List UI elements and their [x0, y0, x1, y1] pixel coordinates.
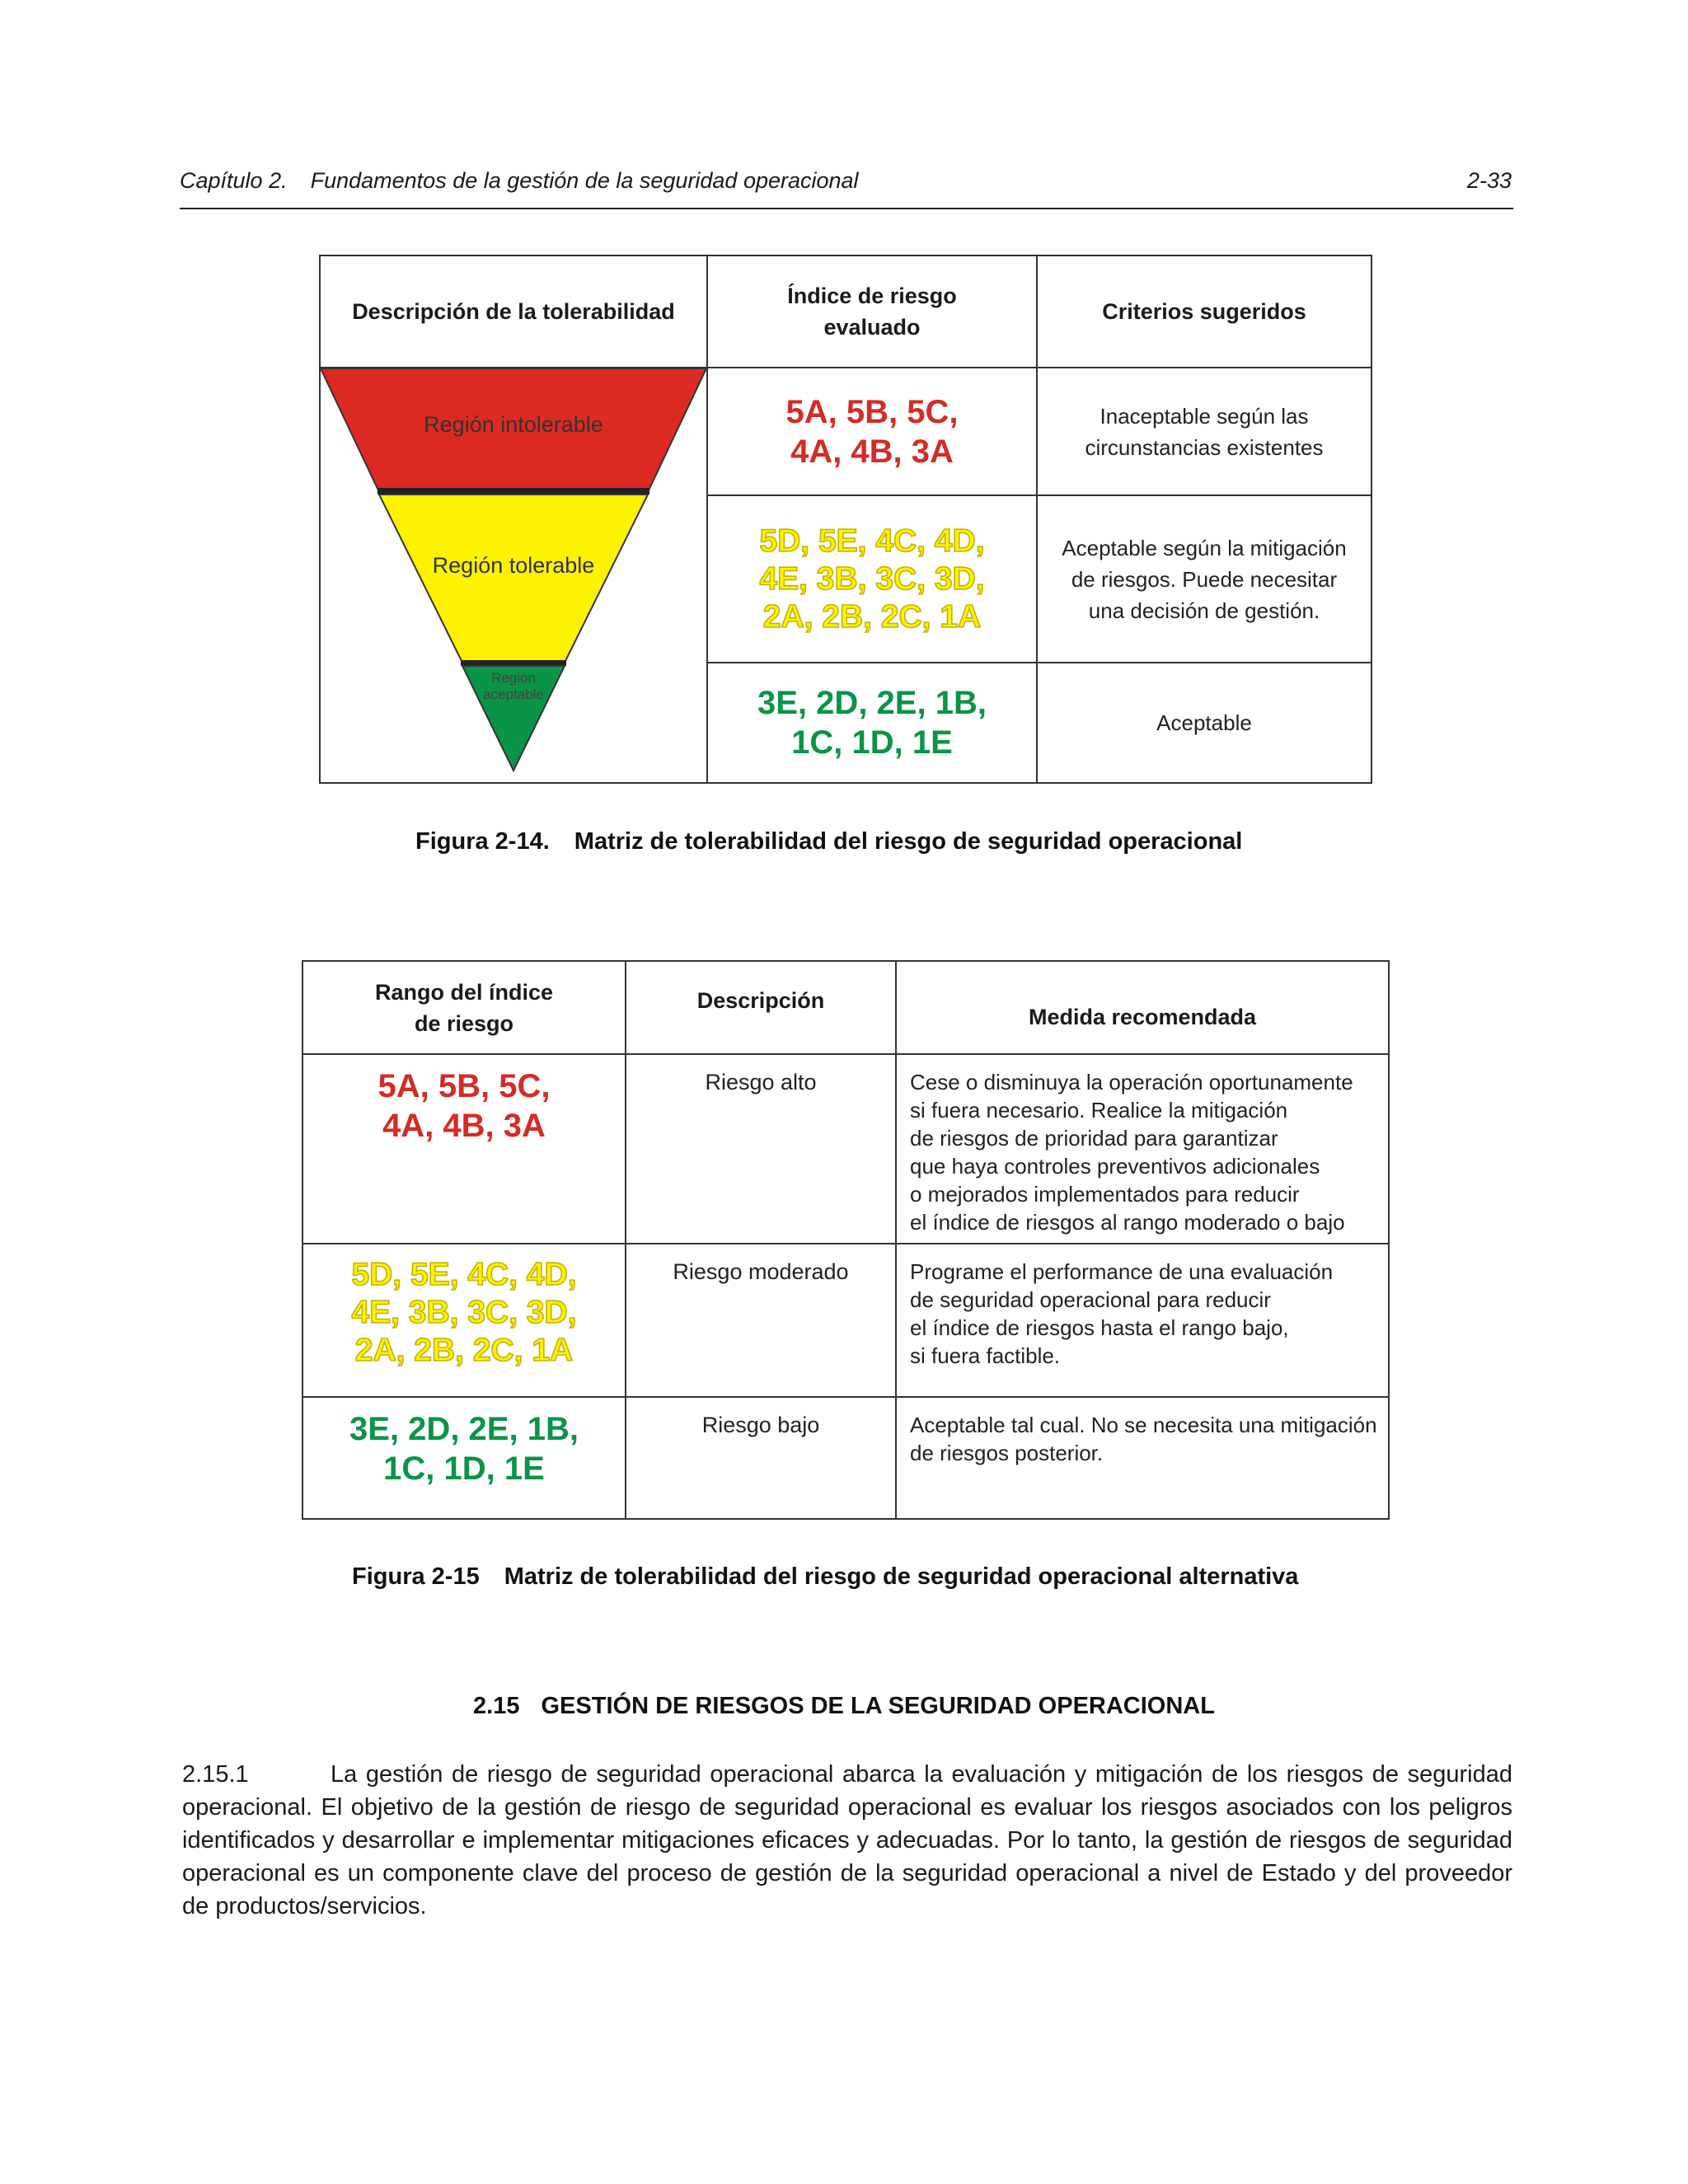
- tolerable-region-label: Región tolerable: [432, 553, 595, 578]
- caption-label: Figura 2-14.: [415, 828, 550, 855]
- tolerability-matrix-table: [319, 255, 1372, 784]
- criteria-intolerable: Inaceptable según las circunstancias existentes: [1037, 368, 1372, 495]
- header-description: Descripción: [626, 961, 896, 1054]
- figure-2-15-caption: [352, 1563, 1298, 1591]
- criteria-tolerable: Aceptable según la mitigación de riesgos. Puede necesitar una decisión de gestión.: [1037, 495, 1372, 663]
- alternative-tolerability-matrix-table: [302, 960, 1390, 1520]
- criteria-acceptable: Aceptable: [1037, 663, 1372, 783]
- divider-bar: [377, 488, 649, 494]
- tolerable-region: [379, 494, 648, 663]
- figure-2-14-caption: [415, 828, 1242, 855]
- description-high-risk: Riesgo alto: [626, 1054, 896, 1244]
- section-number: 2.15: [473, 1693, 520, 1719]
- risk-range-high: 5A, 5B, 5C, 4A, 4B, 3A: [302, 1054, 626, 1244]
- tolerability-pyramid-cell: [320, 368, 707, 783]
- acceptable-region-label: Región aceptable: [483, 670, 544, 702]
- page-number: 2-33: [1466, 168, 1512, 193]
- chapter-name: Fundamentos de la gestión de la seguridad operacional: [310, 168, 859, 193]
- chapter-number: Capítulo 2.: [180, 168, 288, 193]
- page-header: [180, 165, 1513, 209]
- section-heading: [0, 1693, 1688, 1720]
- section-title: GESTIÓN DE RIESGOS DE LA SEGURIDAD OPERACIONAL: [541, 1693, 1215, 1719]
- paragraph-text: La gestión de riesgo de seguridad operacional abarca la evaluación y mitigación de los riesgos de seguridad operacional. El objetivo de la gestión de riesgo de seguridad operacional es evaluar los riesgos asociados con los peligros identificados y desarrollar e implementar mitigaciones eficaces y adecuadas. Por lo tanto, la gestión de riesgos de seguridad operacional es un componente clave del proceso de gestión de la seguridad operacional a nivel de Estado y del proveedor de productos/servicios.: [182, 1761, 1512, 1919]
- risk-index-acceptable: 3E, 2D, 2E, 1B, 1C, 1D, 1E: [707, 663, 1037, 783]
- measure-high-risk: Cese o disminuya la operación oportunamente si fuera necesario. Realice la mitigación de riesgos de prioridad para garantizar que haya controles preventivos adicionales o mejorados implementados para reducir el índice de riesgos al rango moderado o bajo: [896, 1054, 1389, 1244]
- caption-text: Matriz de tolerabilidad del riesgo de seguridad operacional alternativa: [504, 1563, 1299, 1590]
- body-paragraph: [182, 1758, 1512, 1923]
- description-moderate-risk: Riesgo moderado: [626, 1244, 896, 1397]
- caption-label: Figura 2-15: [352, 1563, 480, 1590]
- divider-bar: [461, 660, 566, 666]
- header-tolerability-description: Descripción de la tolerabilidad: [320, 255, 707, 368]
- paragraph-number: 2.15.1: [182, 1761, 249, 1788]
- intolerable-region-label: Región intolerable: [424, 412, 603, 437]
- risk-index-tolerable: 5D, 5E, 4C, 4D, 4E, 3B, 3C, 3D, 2A, 2B, 2C, 1A: [707, 495, 1037, 663]
- chapter-title: [180, 168, 859, 194]
- risk-index-intolerable: 5A, 5B, 5C, 4A, 4B, 3A: [707, 368, 1037, 495]
- description-low-risk: Riesgo bajo: [626, 1397, 896, 1519]
- caption-text: Matriz de tolerabilidad del riesgo de seguridad operacional: [574, 828, 1243, 855]
- risk-range-moderate: 5D, 5E, 4C, 4D, 4E, 3B, 3C, 3D, 2A, 2B, 2C, 1A: [302, 1244, 626, 1397]
- header-risk-index: Índice de riesgo evaluado: [707, 255, 1037, 368]
- risk-range-low: 3E, 2D, 2E, 1B, 1C, 1D, 1E: [302, 1397, 626, 1519]
- measure-moderate-risk: Programe el performance de una evaluación de seguridad operacional para reducir el índice de riesgos hasta el rango bajo, si fuera factible.: [896, 1244, 1389, 1397]
- header-risk-range: Rango del índice de riesgo: [302, 961, 626, 1054]
- header-suggested-criteria: Criterios sugeridos: [1037, 255, 1372, 368]
- measure-low-risk: Aceptable tal cual. No se necesita una mitigación de riesgos posterior.: [896, 1397, 1389, 1519]
- header-recommended-measure: Medida recomendada: [896, 961, 1389, 1054]
